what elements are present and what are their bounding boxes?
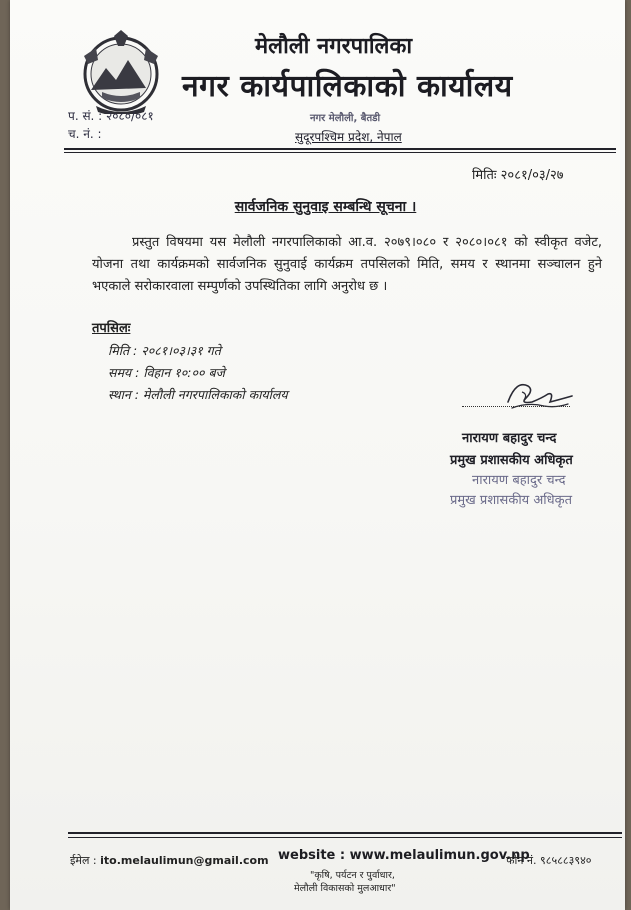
office-stamp-text: नगर मेलौली, बैतडी: [310, 113, 381, 124]
footer-divider: [68, 832, 622, 834]
footer-divider-thin: [68, 837, 622, 838]
notice-subject: सार्वजनिक सुनुवाइ सम्बन्धि सूचना ।: [234, 199, 417, 215]
footer-email: [70, 853, 269, 868]
email-address: ito.melaulimun@gmail.com: [100, 854, 269, 867]
signatory-name: नारायण बहादुर चन्द: [462, 431, 557, 446]
footer-slogan-line2: मेलौली विकासको मुलआधार": [294, 883, 396, 894]
footer-website: website : www.melaulimun.gov.np: [278, 848, 530, 863]
reference-number: प. सं. : २०८०/०८१: [68, 109, 154, 123]
footer-slogan-line1: "कृषि, पर्यटन र पुर्वाधार,: [310, 870, 395, 881]
dispatch-number: च. नं. :: [68, 127, 102, 141]
detail-time: समय : विहान १०:०० बजे: [108, 365, 225, 380]
stamp-signatory-name: नारायण बहादुर चन्द: [472, 473, 566, 488]
footer-phone: फोन नं. ९८५८८३९४०: [506, 854, 592, 867]
letter-sheet: [10, 0, 625, 910]
office-address-text: सुदूरपश्चिम प्रदेश, नेपाल: [295, 130, 402, 144]
nepal-emblem-icon: [76, 30, 166, 114]
signature-line: [462, 406, 570, 407]
detail-place: स्थान : मेलौली नगरपालिकाको कार्यालय: [108, 387, 288, 402]
signatory-designation: प्रमुख प्रशासकीय अधिकृत: [450, 453, 573, 468]
stamp-signatory-designation: प्रमुख प्रशासकीय अधिकृत: [450, 493, 573, 508]
email-label: ईमेल :: [70, 854, 97, 867]
municipality-name: मेलौली नगरपालिका: [255, 34, 413, 59]
details-heading: तपसिलः: [92, 321, 131, 336]
header-divider-thin: [64, 152, 616, 153]
office-address: [295, 128, 402, 145]
handwritten-signature: [498, 372, 578, 418]
detail-date: मिति : २०८१।०३।३१ गते: [108, 343, 221, 358]
letter-date: मितिः २०८१/०३/२७: [472, 168, 564, 183]
header-divider: [64, 148, 616, 150]
notice-body: प्रस्तुत विषयमा यस मेलौली नगरपालिकाको आ.व. २०७९।०८० र २०८०।०८१ को स्वीकृत वजेट, योजना तथा कार्यक्रमको सार्वजनिक सुनुवाई कार्यक्रम तपसिलको मिति, समय र स्थानमा सञ्चालन हुने भएकाले सरोकारवाला सम्पुर्णको उपस्थितिका लागि अनुरोध छ ।: [92, 235, 602, 294]
office-name: नगर कार्यपालिकाको कार्यालय: [182, 69, 513, 104]
